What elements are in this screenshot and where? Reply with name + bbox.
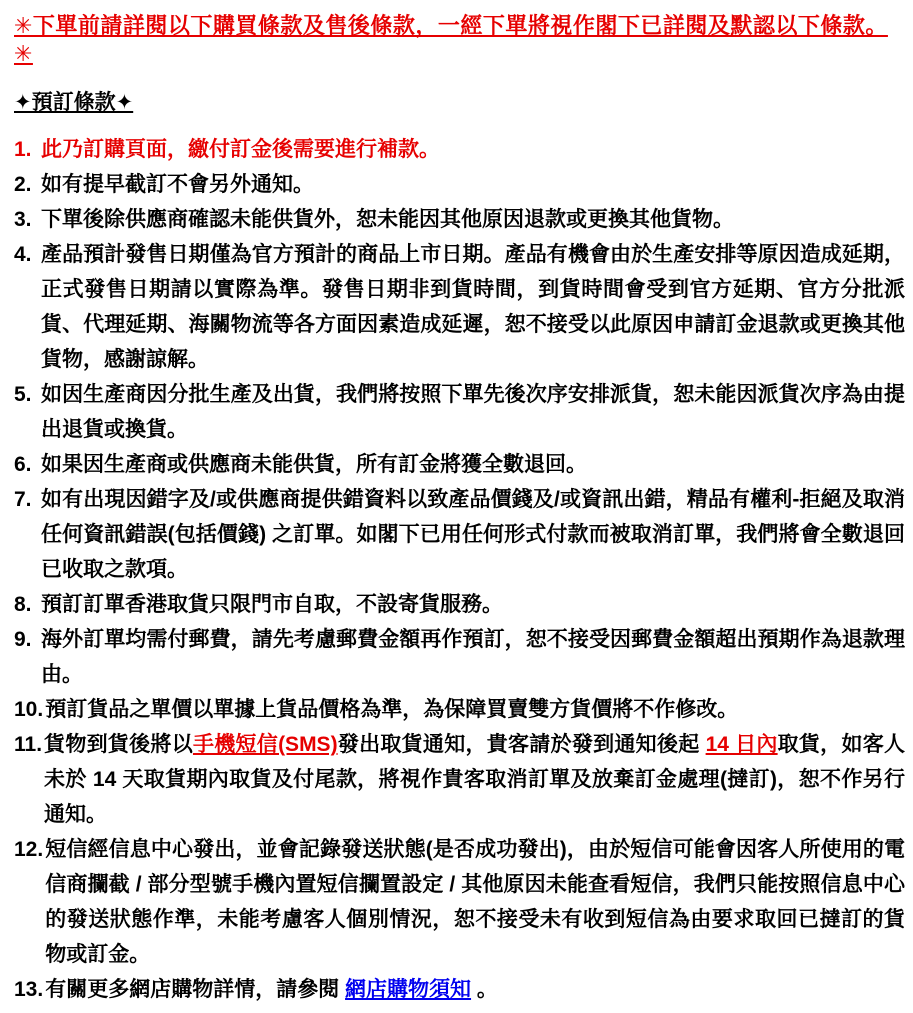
term-item (14, 447, 905, 482)
term-number: 2. (14, 173, 32, 196)
term-number: 9. (14, 628, 32, 651)
terms-list (14, 132, 905, 1007)
term-segment: 短信經信息中心發出，並會記錄發送狀態(是否成功發出)，由於短信可能會因客人所使用的電信商攔截 / 部分型號手機內置短信攔置設定 / 其他原因未能查看短信，我們只能按照信息中心的發送狀態作準，未能考慮客人個別情況，恕不接受未有收到短信為由要求取回已撻訂的貨物或訂金。 (45, 838, 905, 966)
term-number: 10. (14, 698, 44, 721)
term-text (45, 832, 905, 972)
term-item (14, 377, 905, 447)
term-segment: 下單後除供應商確認未能供貨外，恕未能因其他原因退款或更換其他貨物。 (41, 208, 734, 231)
term-number: 4. (14, 243, 32, 266)
term-text (45, 692, 905, 727)
term-item (14, 622, 905, 692)
term-number: 7. (14, 488, 32, 511)
term-text (41, 587, 905, 622)
term-text (44, 727, 905, 832)
term-text (41, 447, 905, 482)
term-text (41, 132, 905, 167)
term-segment: 發出取貨通知，貴客請於發到通知後起 (337, 733, 706, 756)
term-item (14, 202, 905, 237)
term-item (14, 692, 905, 727)
term-text (41, 482, 905, 587)
term-segment: 預訂訂單香港取貨只限門市自取，不設寄貨服務。 (41, 593, 503, 616)
term-number: 3. (14, 208, 32, 231)
section-title-preorder-terms: ✦預訂條款✦ (14, 91, 134, 114)
term-segment: 如因生產商因分批生產及出貨，我們將按照下單先後次序安排派貨，恕未能因派貨次序為由提出退貨或換貨。 (41, 383, 905, 441)
term-number: 5. (14, 383, 32, 406)
term-item (14, 972, 905, 1007)
term-segment: 此乃訂購頁面，繳付訂金後需要進行補款。 (41, 138, 440, 161)
term-segment: 如有提早截訂不會另外通知。 (41, 173, 314, 196)
term-number: 1. (14, 138, 32, 161)
term-segment: 貨物到貨後將以 (44, 733, 193, 756)
term-item (14, 832, 905, 972)
term-segment: 如有出現因錯字及/或供應商提供錯資料以致產品價錢及/或資訊出錯，精品有權利-拒絕及取消任何資訊錯誤(包括價錢) 之訂單。如閣下已用任何形式付款而被取消訂單，我們將會全數退回已收取之款項。 (41, 488, 905, 581)
sms-emphasis-text: 手機短信(SMS) (192, 733, 338, 756)
term-segment: 預訂貨品之單價以單據上貨品價格為準，為保障買賣雙方貨價將不作修改。 (45, 698, 739, 721)
term-text (41, 377, 905, 447)
pickup-deadline-emphasis-text: 14 日內 (705, 733, 778, 756)
term-number: 8. (14, 593, 32, 616)
term-segment: 海外訂單均需付郵費，請先考慮郵費金額再作預訂，恕不接受因郵費金額超出預期作為退款理由。 (41, 628, 905, 686)
term-item (14, 482, 905, 587)
term-text (45, 972, 905, 1007)
term-text (41, 202, 905, 237)
term-number: 11. (14, 733, 43, 756)
term-text (41, 167, 905, 202)
term-item (14, 237, 905, 377)
term-number: 12. (14, 838, 44, 861)
term-item (14, 132, 905, 167)
term-number: 6. (14, 453, 32, 476)
term-item (14, 727, 905, 832)
term-segment: 產品預計發售日期僅為官方預計的商品上市日期。產品有機會由於生產安排等原因造成延期，正式發售日期請以實際為準。發售日期非到貨時間，到貨時間會受到官方延期、官方分批派貨、代理延期、海關物流等各方面因素造成延遲，恕不接受以此原因申請訂金退款或更換其他貨物，感謝諒解。 (41, 243, 905, 371)
term-item (14, 167, 905, 202)
term-text (41, 622, 905, 692)
term-number: 13. (14, 978, 44, 1001)
warning-header: ✳下單前請詳閱以下購買條款及售後條款，一經下單將視作閣下已詳閱及默認以下條款。✳ (14, 13, 888, 66)
term-item (14, 587, 905, 622)
term-segment: 有關更多網店購物詳情，請參閱 (45, 978, 346, 1001)
term-segment: 如果因生產商或供應商未能供貨，所有訂金將獲全數退回。 (41, 453, 587, 476)
term-text (41, 237, 905, 377)
term-segment: 取貨，如客人未於 14 天取貨期內取貨及付尾款，將視作貴客取消訂單及放棄訂金處理(撻訂)，恕不作另行通知。 (44, 733, 905, 826)
shop-guide-link[interactable]: 網店購物須知 (345, 978, 472, 1001)
term-segment: 。 (471, 978, 498, 1001)
